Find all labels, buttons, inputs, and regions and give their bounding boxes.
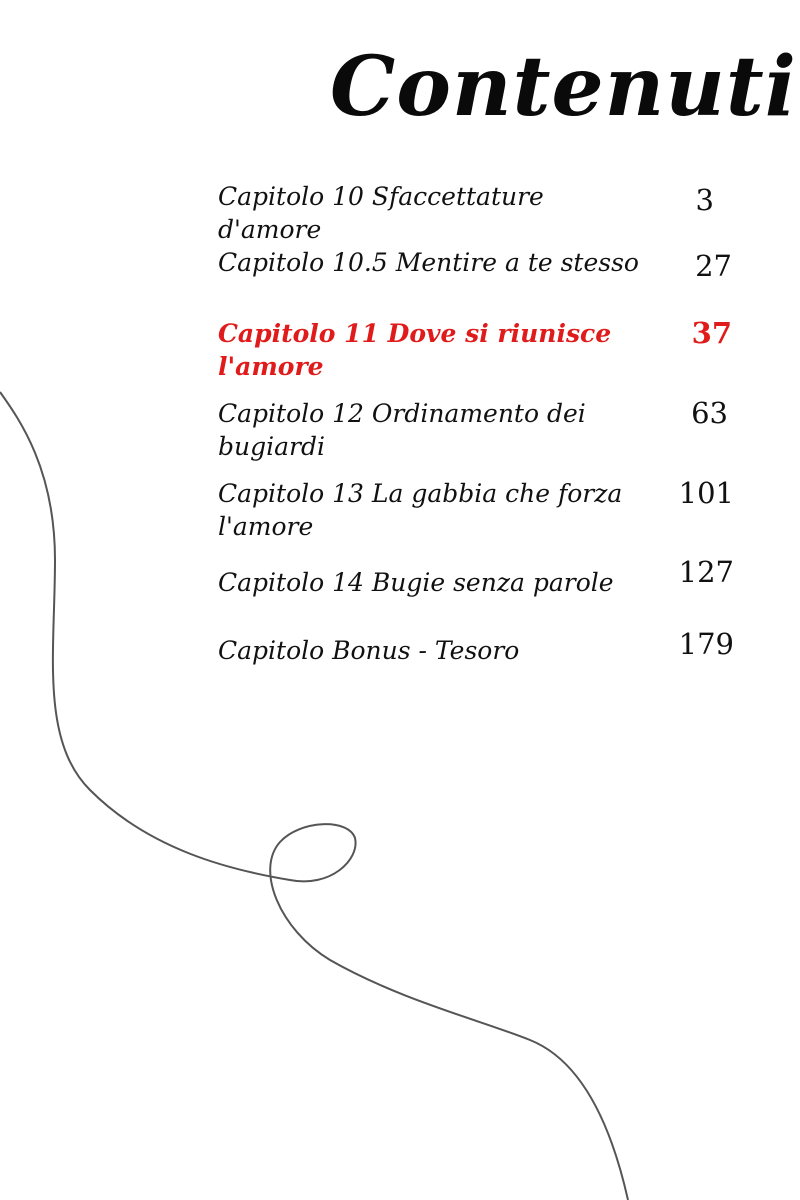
toc-page-chapter-14: 127: [678, 555, 734, 589]
toc-page-chapter-12: 63: [691, 396, 728, 430]
toc-page-chapter-11: 37: [691, 316, 732, 350]
toc-entry-chapter-12[interactable]: Capitolo 12 Ordinamento dei bugiardi: [218, 399, 586, 461]
toc-page-bonus: 179: [678, 627, 734, 661]
toc-entry-chapter-14[interactable]: Capitolo 14 Bugie senza parole: [218, 568, 614, 597]
page-title: Contenuti: [330, 39, 797, 135]
toc-page-chapter-13: 101: [678, 476, 734, 510]
toc-page-chapter-10: 3: [695, 183, 714, 217]
toc-entry-chapter-13[interactable]: Capitolo 13 La gabbia che forza l'amore: [218, 479, 623, 541]
toc-entry-chapter-11[interactable]: Capitolo 11 Dove si riunisce l'amore: [218, 319, 612, 381]
toc-entry-bonus[interactable]: Capitolo Bonus - Tesoro: [218, 636, 520, 665]
toc-entry-chapter-10-5[interactable]: Capitolo 10.5 Mentire a te stesso: [218, 248, 639, 277]
toc-entry-chapter-10[interactable]: Capitolo 10 Sfaccettature d'amore: [218, 182, 544, 244]
toc-page-chapter-10-5: 27: [695, 249, 732, 283]
